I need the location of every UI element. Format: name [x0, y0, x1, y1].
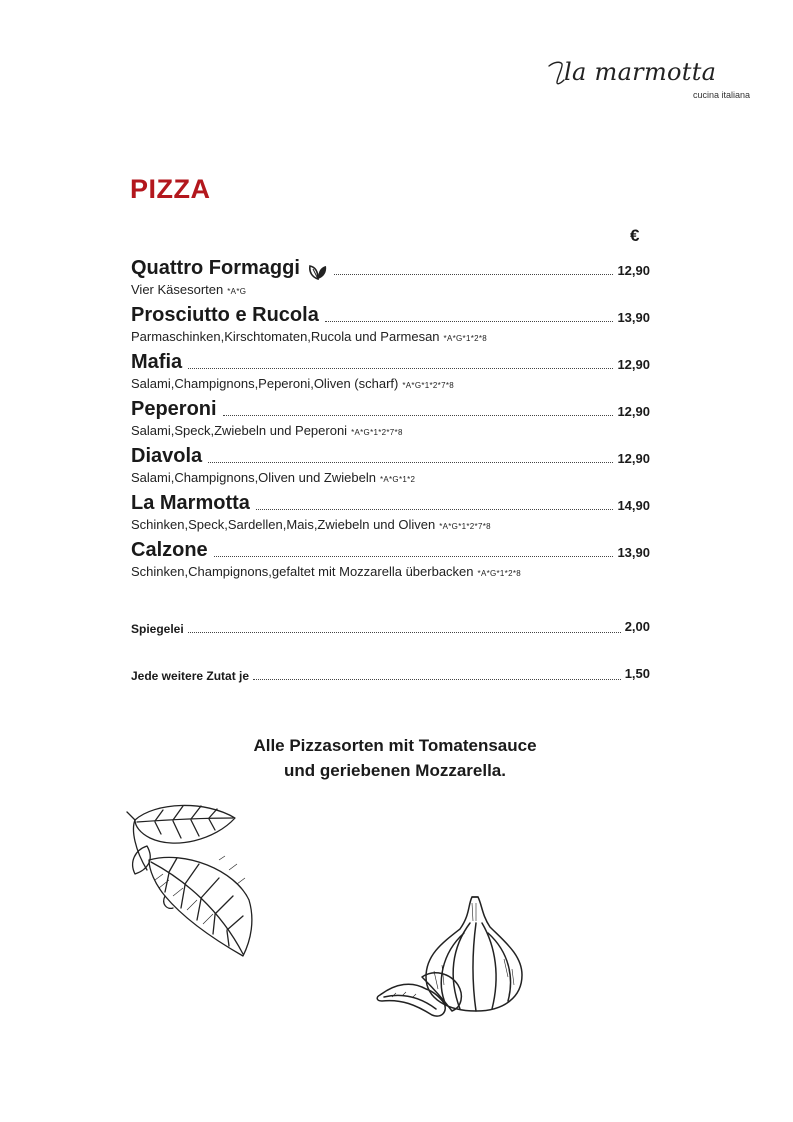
- note-line-2: und geriebenen Mozzarella.: [284, 761, 506, 780]
- dot-leader: [214, 556, 614, 557]
- extra-name: Jede weitere Zutat je: [131, 669, 250, 683]
- menu-item: [131, 299, 650, 346]
- item-allergens: *A*G*1*2*7*8: [351, 428, 403, 437]
- menu-item: [131, 252, 650, 299]
- item-description: [131, 468, 650, 489]
- dot-leader: [253, 679, 621, 680]
- item-name: Peperoni: [131, 398, 217, 420]
- item-price: 13,90: [617, 310, 650, 325]
- section-title: PIZZA: [130, 174, 211, 204]
- item-price: 12,90: [617, 263, 650, 278]
- note-line-1: Alle Pizzasorten mit Tomatensauce: [253, 736, 537, 755]
- item-description: [131, 515, 650, 536]
- item-name: Mafia: [131, 351, 183, 373]
- menu-item: [131, 346, 650, 393]
- item-ingredients: Salami,Champignons,Peperoni,Oliven (scharf): [131, 376, 399, 391]
- dot-leader: [188, 368, 613, 369]
- item-description: [131, 327, 650, 348]
- item-price: 12,90: [617, 451, 650, 466]
- item-ingredients: Schinken,Speck,Sardellen,Mais,Zwiebeln und Oliven: [131, 517, 436, 532]
- item-description: [131, 421, 650, 442]
- item-price: 14,90: [617, 498, 650, 513]
- garlic-illustration: [372, 893, 532, 1023]
- extra-item: [131, 618, 650, 636]
- extra-name: Spiegelei: [131, 622, 184, 636]
- leaf-icon: [308, 264, 328, 280]
- basil-leaf-illustration: [125, 800, 275, 960]
- dot-leader: [188, 632, 621, 633]
- item-allergens: *A*G*1*2*8: [477, 569, 522, 578]
- dot-leader: [256, 509, 614, 510]
- item-price: 12,90: [617, 404, 650, 419]
- item-name: Quattro Formaggi: [131, 257, 300, 279]
- extra-price: 1,50: [624, 666, 650, 681]
- dot-leader: [223, 415, 614, 416]
- item-allergens: *A*G*1*2*7*8: [439, 522, 491, 531]
- menu-item: [131, 440, 650, 487]
- item-name: La Marmotta: [131, 492, 250, 514]
- dot-leader: [334, 274, 614, 275]
- brand-logo: [548, 58, 750, 104]
- extra-item: [131, 665, 650, 683]
- menu-item: [131, 534, 650, 581]
- item-allergens: *A*G*1*2*8: [443, 334, 488, 343]
- extra-price: 2,00: [624, 619, 650, 634]
- item-name: Prosciutto e Rucola: [131, 304, 319, 326]
- item-ingredients: Schinken,Champignons,gefaltet mit Mozzarella überbacken: [131, 564, 474, 579]
- item-price: 13,90: [617, 545, 650, 560]
- brand-tagline: cucina italiana: [692, 90, 750, 100]
- item-price: 12,90: [617, 357, 650, 372]
- menu-item: [131, 393, 650, 440]
- menu-item: [131, 487, 650, 534]
- item-name: Diavola: [131, 445, 203, 467]
- item-name: Calzone: [131, 539, 208, 561]
- item-description: [131, 562, 650, 583]
- brand-name: la marmotta: [564, 58, 717, 86]
- item-allergens: *A*G*1*2*7*8: [402, 381, 454, 390]
- item-description: [131, 280, 650, 301]
- dot-leader: [208, 462, 613, 463]
- item-allergens: *A*G: [227, 287, 247, 296]
- item-ingredients: Salami,Champignons,Oliven und Zwiebeln: [131, 470, 376, 485]
- item-ingredients: Vier Käsesorten: [131, 282, 224, 297]
- pizza-menu-list: [131, 252, 650, 581]
- item-ingredients: Salami,Speck,Zwiebeln und Peperoni: [131, 423, 348, 438]
- item-description: [131, 374, 650, 395]
- currency-symbol: €: [630, 226, 640, 245]
- item-allergens: *A*G*1*2: [379, 475, 416, 484]
- tomato-sauce-note: [150, 733, 640, 783]
- dot-leader: [325, 321, 614, 322]
- item-ingredients: Parmaschinken,Kirschtomaten,Rucola und Parmesan: [131, 329, 440, 344]
